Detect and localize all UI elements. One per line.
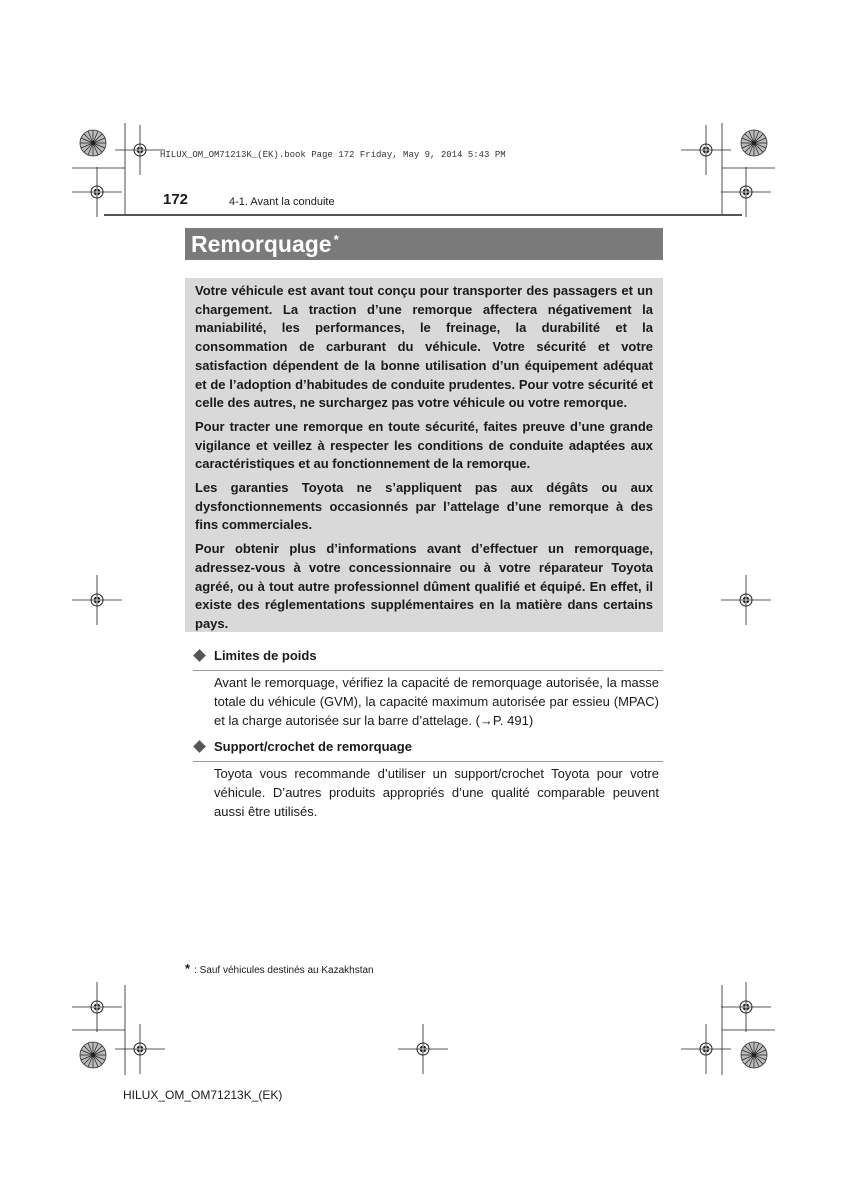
title-footnote-marker: * — [333, 232, 339, 247]
print-header: HILUX_OM_OM71213K_(EK).book Page 172 Friday, May 9, 2014 5:43 PM — [160, 150, 506, 160]
intro-box — [185, 278, 663, 632]
subheading-weight-limits — [193, 648, 663, 671]
subheading-label: Support/crochet de remorquage — [214, 739, 412, 754]
intro-paragraph: Pour tracter une remorque en toute sécurité, faites preuve d’une grande vigilance et veillez à respecter les conditions de conduite adaptées aux caractéristiques et au fonctionnement de la remorque. — [195, 418, 653, 472]
page-title-text: Remorquage — [191, 231, 332, 257]
page-title — [191, 230, 339, 258]
header-divider — [104, 214, 742, 216]
section-label: 4-1. Avant la conduite — [229, 196, 335, 208]
subheading-label: Limites de poids — [214, 648, 317, 663]
document-id: HILUX_OM_OM71213K_(EK) — [123, 1088, 283, 1102]
diamond-bullet-icon — [193, 649, 206, 662]
page-number: 172 — [163, 191, 189, 208]
intro-paragraph: Votre véhicule est avant tout conçu pour transporter des passagers et un chargement. La traction d’une remorque affectera négativement la maniabilité, les performances, le freinage, la durabilité et la consommation de carburant du véhicule. Votre sécurité et votre satisfaction dépendent de la bonne utilisation d’un équipement adéquat et de l’adoption d’habitudes de conduite prudentes. Pour votre sécurité et celle des autres, ne surchargez pas votre véhicule ou votre remorque. — [195, 283, 653, 411]
tow-hitch-text: Toyota vous recommande d’utiliser un support/crochet Toyota pour votre véhicule. D’autres produits appropriés d’une qualité comparable peuvent aussi être utilisés. — [214, 766, 659, 819]
intro-paragraph: Les garanties Toyota ne s’appliquent pas aux dégâts ou aux dysfonctionnements occasionnés par l’attelage d’une remorque à des fins commerciales. — [195, 480, 653, 533]
intro-paragraph: Pour obtenir plus d’informations avant d’effectuer un remorquage, adressez-vous à votre concessionnaire ou à votre réparateur Toyota agréé, ou à tout autre professionnel dûment qualifié et équipé. En effet, il existe des réglementations supplémentaires en la matière dans certains pays. — [195, 541, 653, 631]
diamond-bullet-icon — [193, 740, 206, 753]
footnote — [185, 961, 374, 976]
subheading-tow-hitch — [193, 739, 663, 762]
footnote-text: : Sauf véhicules destinés au Kazakhstan — [194, 965, 374, 976]
weight-limits-text: Avant le remorquage, vérifiez la capacité de remorquage autorisée, la masse totale du véhicule (GVM), la capacité maximum autorisée par essieu (MPAC) et la charge autorisée sur la barre d’attelage. (→P. 491) — [214, 675, 659, 728]
footnote-marker: * — [185, 961, 191, 976]
title-bar — [185, 228, 663, 260]
